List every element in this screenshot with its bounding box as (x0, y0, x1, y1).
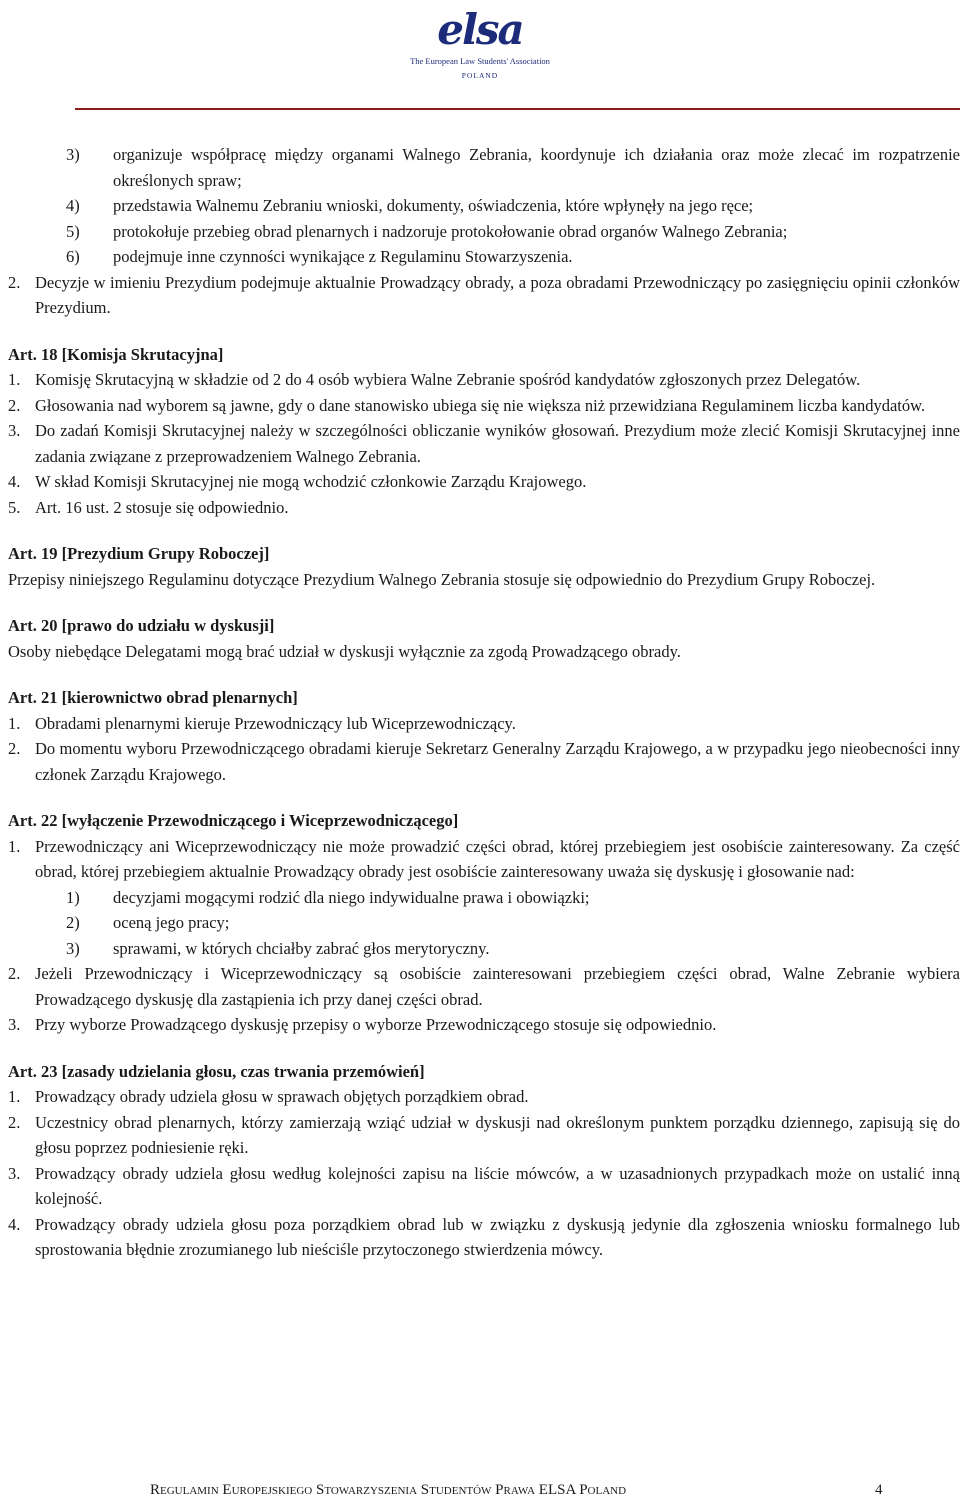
item-number: 3. (8, 1163, 21, 1183)
item-number: 2. (8, 964, 21, 983)
item-text: Obradami plenarnymi kieruje Przewodniczący lub Wiceprzewodniczący. (35, 713, 516, 733)
numbered-paragraph (8, 1161, 960, 1212)
article-heading: Art. 22 [wyłączenie Przewodniczącego i Wiceprzewodniczącego] (8, 811, 459, 830)
item-number: 6) (66, 247, 80, 266)
article-heading: Art. 19 [Prezydium Grupy Roboczej] (8, 544, 270, 563)
numbered-paragraph (8, 1212, 960, 1263)
item-text: Do zadań Komisji Skrutacyjnej należy w szczególności obliczanie wyników głosowań. Prezydium może zlecić Komisji Skrutacyjnej inne zadania związane z przeprowadzeniem Walnego Zebrania. (35, 421, 960, 466)
logo-wordmark: elsa (437, 5, 523, 54)
numbered-paragraph (8, 1084, 960, 1110)
item-text: Decyzje w imieniu Prezydium podejmuje aktualnie Prowadzący obrady, a poza obradami Przewodniczący po zasięgnięciu opinii członków Prezydium. (35, 272, 960, 317)
numbered-paragraph (8, 393, 960, 419)
numbered-point (8, 885, 960, 911)
item-text: Przewodniczący ani Wiceprzewodniczący nie może prowadzić części obrad, której przebiegiem jest osobiście zainteresowany. Za część obrad, której przebiegiem aktualnie Prowadzący obrady jest osobiście zainteresowany uważa się dyskusję i głosowanie nad: (35, 836, 960, 881)
page-footer (150, 1480, 890, 1500)
numbered-point (8, 219, 960, 245)
paragraph: Osoby niebędące Delegatami mogą brać udział w dyskusji wyłącznie za zgodą Prowadzącego obrady. (8, 641, 681, 661)
item-number: 1. (8, 370, 21, 389)
item-text: Art. 16 ust. 2 stosuje się odpowiednio. (35, 497, 289, 517)
item-number: 3) (66, 938, 80, 958)
item-text: protokołuje przebieg obrad plenarnych i nadzoruje protokołowanie obrad organów Walnego Zebrania; (113, 221, 788, 241)
article-heading: Art. 18 [Komisja Skrutacyjna] (8, 344, 224, 364)
footer-title: Regulamin Europejskiego Stowarzyszenia Studentów Prawa ELSA Poland (150, 1482, 627, 1498)
item-text: sprawami, w których chciałby zabrać głos merytoryczny. (113, 938, 490, 958)
header-divider (75, 108, 960, 110)
article-heading: Art. 21 [kierownictwo obrad plenarnych] (8, 688, 298, 707)
numbered-paragraph (8, 495, 960, 521)
numbered-paragraph (8, 469, 960, 495)
item-text: Prowadzący obrady udziela głosu według kolejności zapisu na liście mówców, a w uzasadnionych przypadkach może on ustalić inną kolejność. (35, 1163, 960, 1208)
item-number: 5. (8, 497, 21, 517)
item-number: 3. (8, 421, 21, 440)
numbered-point (8, 910, 960, 936)
numbered-point (8, 193, 960, 219)
item-text: Prowadzący obrady udziela głosu poza porządkiem obrad lub w związku z dyskusją jedynie dla zgłoszenia wniosku formalnego lub sprostowania błędnie zrozumianego lub nieściśle przytoczonego stwierdzenia mówcy. (35, 1214, 960, 1259)
item-number: 1. (8, 836, 21, 856)
logo-subtitle: The European Law Students' Association (410, 56, 550, 66)
item-number: 4. (8, 1214, 21, 1234)
numbered-point (8, 936, 960, 962)
numbered-paragraph (8, 1012, 960, 1038)
numbered-paragraph (8, 270, 960, 321)
item-text: przedstawia Walnemu Zebraniu wnioski, dokumenty, oświadczenia, które wpłynęły na jego ręce; (113, 196, 754, 215)
item-text: Przy wyborze Prowadzącego dyskusję przepisy o wyborze Przewodniczącego stosuje się odpowiednio. (35, 1015, 717, 1034)
article-heading: Art. 20 [prawo do udziału w dyskusji] (8, 616, 275, 635)
item-text: W skład Komisji Skrutacyjnej nie mogą wchodzić członkowie Zarządu Krajowego. (35, 472, 587, 491)
item-number: 3. (8, 1015, 21, 1034)
item-number: 1) (66, 887, 80, 907)
numbered-paragraph (8, 711, 960, 737)
item-number: 3) (66, 145, 80, 164)
numbered-point (8, 244, 960, 270)
item-number: 2. (8, 395, 21, 415)
elsa-logo (395, 6, 565, 86)
item-text: Jeżeli Przewodniczący i Wiceprzewodniczący są osobiście zainteresowani przebiegiem części obrad, Walne Zebranie wybiera Prowadzącego dyskusję dla zastąpienia ich przy danej części obrad. (35, 964, 960, 1009)
item-number: 2. (8, 272, 21, 292)
numbered-paragraph (8, 418, 960, 469)
item-text: Uczestnicy obrad plenarnych, którzy zamierzają wziąć udział w dyskusji nad określonym punktem porządku dziennego, zapisują się do głosu poprzez podniesienie ręki. (35, 1112, 960, 1157)
item-text: Do momentu wyboru Przewodniczącego obradami kieruje Sekretarz Generalny Zarządu Krajowego, a w przypadku jego nieobecności inny członek Zarządu Krajowego. (35, 739, 960, 784)
document-body (8, 142, 960, 1263)
item-number: 2. (8, 1112, 21, 1132)
paragraph: Przepisy niniejszego Regulaminu dotyczące Prezydium Walnego Zebrania stosuje się odpowiednio do Prezydium Grupy Roboczej. (8, 569, 876, 589)
numbered-paragraph (8, 367, 960, 393)
item-text: Komisję Skrutacyjną w składzie od 2 do 4 osób wybiera Walne Zebranie spośród kandydatów zgłoszonych przez Delegatów. (35, 370, 861, 389)
item-number: 2. (8, 739, 21, 758)
article-heading: Art. 23 [zasady udzielania głosu, czas trwania przemówień] (8, 1061, 425, 1081)
numbered-paragraph (8, 736, 960, 787)
item-number: 1. (8, 713, 21, 733)
item-number: 1. (8, 1087, 21, 1106)
item-text: oceną jego pracy; (113, 913, 230, 932)
item-text: decyzjami mogącymi rodzić dla niego indywidualne prawa i obowiązki; (113, 887, 590, 907)
item-number: 4. (8, 472, 21, 491)
item-text: organizuje współpracę między organami Walnego Zebrania, koordynuje ich działania oraz może zlecać im rozpatrzenie określonych spraw; (113, 145, 960, 190)
page-number: 4 (875, 1482, 883, 1498)
numbered-paragraph (8, 1110, 960, 1161)
item-text: podejmuje inne czynności wynikające z Regulaminu Stowarzyszenia. (113, 247, 573, 266)
item-text: Prowadzący obrady udziela głosu w sprawach objętych porządkiem obrad. (35, 1087, 529, 1106)
numbered-point (8, 142, 960, 193)
page-header (0, 0, 960, 112)
numbered-paragraph (8, 834, 960, 885)
item-number: 5) (66, 221, 80, 241)
item-number: 2) (66, 913, 80, 932)
logo-country: POLAND (461, 71, 499, 80)
item-number: 4) (66, 196, 80, 215)
item-text: Głosowania nad wyborem są jawne, gdy o dane stanowisko ubiega się nie większa niż przewidziana Regulaminem liczba kandydatów. (35, 395, 926, 415)
numbered-paragraph (8, 961, 960, 1012)
